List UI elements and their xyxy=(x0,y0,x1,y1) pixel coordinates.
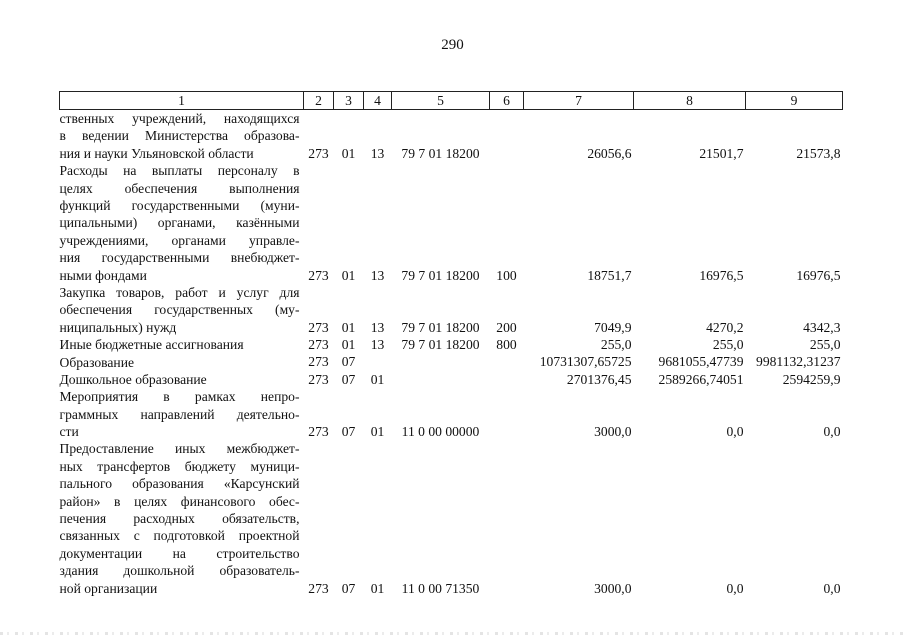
section-code: 07 xyxy=(341,371,356,387)
admin-code: 273 xyxy=(308,267,329,283)
table-row xyxy=(60,284,843,336)
row-name-line: ственных учреждений, находящихся xyxy=(59,111,300,126)
amount-col9: 0,0 xyxy=(823,424,841,440)
target-article-code: 79 7 01 18200 xyxy=(401,145,480,161)
table-row xyxy=(60,353,843,370)
column-header-2: 2 xyxy=(304,92,334,110)
admin-code: 273 xyxy=(308,337,329,353)
admin-code: 273 xyxy=(308,580,329,596)
target-article-code xyxy=(392,371,490,388)
amount-col8: 9681055,47739 xyxy=(658,354,744,370)
amount-col9: 255,0 xyxy=(809,337,841,353)
expense-type-code xyxy=(490,371,524,388)
target-article-code: 79 7 01 18200 xyxy=(401,267,480,283)
row-name-line: ципальными) органами, казёнными xyxy=(59,215,300,231)
expense-type-code xyxy=(490,388,524,440)
row-name-line: печения расходных обязательств, xyxy=(59,511,300,527)
row-name-line: здания дошкольной образователь- xyxy=(59,563,300,579)
amount-col7: 2701376,45 xyxy=(566,371,632,387)
target-article-code xyxy=(392,353,490,370)
amount-col9: 2594259,9 xyxy=(782,371,841,387)
row-name-line: ными фондами xyxy=(59,267,147,283)
row-name-line: район» в целях финансового обес- xyxy=(59,493,300,509)
section-code: 01 xyxy=(341,319,356,335)
row-name xyxy=(60,162,304,284)
admin-code: 273 xyxy=(308,354,329,370)
amount-col9: 0,0 xyxy=(823,580,841,596)
admin-code: 273 xyxy=(308,145,329,161)
table-header-row xyxy=(60,92,843,110)
section-code: 07 xyxy=(341,354,356,370)
row-name-line: учреждениями, органами управле- xyxy=(59,232,300,248)
target-article-code: 79 7 01 18200 xyxy=(401,319,480,335)
target-article-code: 11 0 00 71350 xyxy=(401,580,480,596)
subsection-code: 13 xyxy=(370,145,385,161)
amount-col8: 255,0 xyxy=(712,337,744,353)
subsection-code: 13 xyxy=(370,319,385,335)
page-number: 290 xyxy=(441,37,464,53)
row-name-line: Дошкольное образование xyxy=(59,371,207,387)
amount-col9: 9981132,31237 xyxy=(756,354,841,370)
section-code: 07 xyxy=(341,580,356,596)
amount-col7: 26056,6 xyxy=(587,145,632,161)
column-header-8: 8 xyxy=(634,92,746,110)
section-code: 01 xyxy=(341,337,356,353)
table-row xyxy=(60,371,843,388)
scan-edge-noise xyxy=(0,632,905,635)
subsection-code: 13 xyxy=(370,337,385,353)
column-header-5: 5 xyxy=(392,92,490,110)
row-name xyxy=(60,353,304,370)
table-row xyxy=(60,110,843,163)
amount-col7: 3000,0 xyxy=(594,424,632,440)
amount-col9: 21573,8 xyxy=(796,145,841,161)
row-name xyxy=(60,110,304,163)
subsection-code: 01 xyxy=(370,424,385,440)
row-name-line: Расходы на выплаты персоналу в xyxy=(59,163,300,179)
amount-col9: 16976,5 xyxy=(796,267,841,283)
subsection-code: 01 xyxy=(370,580,385,596)
amount-col8: 0,0 xyxy=(726,424,744,440)
target-article-code: 11 0 00 00000 xyxy=(401,424,480,440)
table-row xyxy=(60,388,843,440)
subsection-code xyxy=(364,353,392,370)
expense-type-code: 800 xyxy=(496,337,517,353)
expense-type-code: 100 xyxy=(496,267,517,283)
amount-col8: 0,0 xyxy=(726,580,744,596)
row-name-line: Мероприятия в рамках непро- xyxy=(59,389,300,405)
amount-col8: 4270,2 xyxy=(706,319,744,335)
row-name-line: Предоставление иных межбюджет- xyxy=(59,441,300,457)
row-name-line: граммных направлений деятельно- xyxy=(59,406,300,422)
row-name-line: ния государственными внебюджет- xyxy=(59,250,300,266)
amount-col8: 2589266,74051 xyxy=(658,371,744,387)
column-header-1: 1 xyxy=(60,92,304,110)
row-name-line: целях обеспечения выполнения xyxy=(59,180,300,196)
row-name xyxy=(60,388,304,440)
section-code: 01 xyxy=(341,145,356,161)
row-name xyxy=(60,336,304,353)
row-name xyxy=(60,371,304,388)
column-header-7: 7 xyxy=(524,92,634,110)
row-name-line: Образование xyxy=(59,354,135,370)
amount-col7: 7049,9 xyxy=(594,319,632,335)
budget-table xyxy=(59,91,843,597)
row-name-line: сти xyxy=(59,424,79,440)
row-name-line: ния и науки Ульяновской области xyxy=(59,145,254,161)
amount-col7: 3000,0 xyxy=(594,580,632,596)
amount-col7: 18751,7 xyxy=(587,267,632,283)
row-name-line: Иные бюджетные ассигнования xyxy=(59,337,244,353)
subsection-code: 01 xyxy=(370,371,385,387)
column-header-4: 4 xyxy=(364,92,392,110)
expense-type-code: 200 xyxy=(496,319,517,335)
expense-type-code xyxy=(490,110,524,163)
row-name-line: Закупка товаров, работ и услуг для xyxy=(59,284,300,300)
section-code: 01 xyxy=(341,267,356,283)
table-row xyxy=(60,336,843,353)
admin-code: 273 xyxy=(308,424,329,440)
row-name xyxy=(60,440,304,597)
table-row xyxy=(60,162,843,284)
row-name-line: документации на строительство xyxy=(59,545,300,561)
row-name-line: пального образования «Карсунский xyxy=(59,476,300,492)
row-name-line: ной организации xyxy=(59,580,158,596)
amount-col7: 255,0 xyxy=(600,337,632,353)
row-name-line: ниципальных) нужд xyxy=(59,319,177,335)
table-body xyxy=(60,110,843,597)
column-header-3: 3 xyxy=(334,92,364,110)
row-name-line: обеспечения государственных (му- xyxy=(59,302,300,318)
section-code: 07 xyxy=(341,424,356,440)
row-name-line: ных трансфертов бюджету муници- xyxy=(59,458,300,474)
expense-type-code xyxy=(490,440,524,597)
row-name xyxy=(60,284,304,336)
amount-col8: 21501,7 xyxy=(699,145,744,161)
amount-col9: 4342,3 xyxy=(803,319,841,335)
admin-code: 273 xyxy=(308,371,329,387)
amount-col7: 10731307,65725 xyxy=(539,354,632,370)
row-name-line: связанных с подготовкой проектной xyxy=(59,528,300,544)
column-header-6: 6 xyxy=(490,92,524,110)
row-name-line: в ведении Министерства образова- xyxy=(59,128,300,144)
admin-code: 273 xyxy=(308,319,329,335)
subsection-code: 13 xyxy=(370,267,385,283)
row-name-line: функций государственными (муни- xyxy=(59,197,300,213)
amount-col8: 16976,5 xyxy=(699,267,744,283)
column-header-9: 9 xyxy=(746,92,843,110)
expense-type-code xyxy=(490,353,524,370)
target-article-code: 79 7 01 18200 xyxy=(401,337,480,353)
table-row xyxy=(60,440,843,597)
